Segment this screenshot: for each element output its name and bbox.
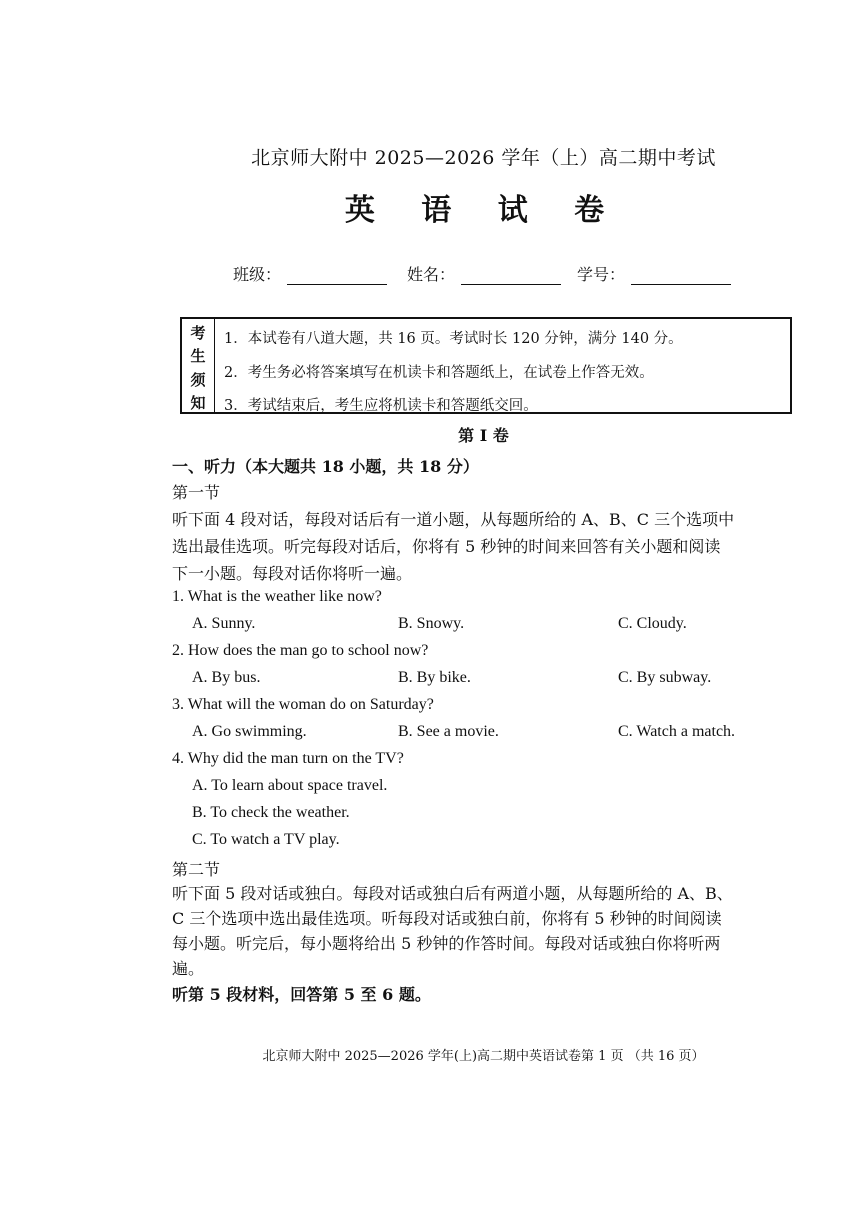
student-id-blank-line[interactable] — [631, 270, 731, 285]
material-note: 听第 5 段材料，回答第 5 至 6 题。 — [172, 985, 431, 1004]
exam-notice-box — [180, 317, 792, 414]
notice-item: 1．本试卷有八道大题，共 16 页。考试时长 120 分钟，满分 140 分。 — [224, 331, 683, 347]
section-label: 第一节 — [172, 483, 221, 502]
instruction-line: 选出最佳选项。听完每段对话后，你将有 5 秒钟的时间来回答有关小题和阅读 — [172, 537, 721, 556]
option-a[interactable]: A. Sunny. — [192, 615, 256, 632]
class-blank-line[interactable] — [287, 270, 387, 285]
option-b[interactable]: B. To check the weather. — [192, 804, 350, 821]
instruction-line: 遍。 — [172, 959, 205, 978]
option-c[interactable]: C. To watch a TV play. — [192, 831, 340, 848]
notice-heading-char: 须 — [190, 371, 206, 389]
class-field[interactable] — [233, 262, 387, 285]
option-c[interactable]: C. By subway. — [618, 669, 712, 686]
option-a[interactable]: A. By bus. — [192, 669, 261, 686]
instruction-line: 听下面 4 段对话，每段对话后有一道小题，从每题所给的 A、B、C 三个选项中 — [172, 510, 735, 529]
instruction-line: C 三个选项中选出最佳选项。听每段对话或独白前，你将有 5 秒钟的时间阅读 — [172, 909, 722, 928]
name-label: 姓名： — [407, 265, 456, 284]
part-title: 一、听力（本大题共 18 小题，共 18 分） — [172, 457, 479, 476]
notice-item: 3．考试结束后，考生应将机读卡和答题纸交回。 — [224, 398, 538, 414]
question-stem: 4. Why did the man turn on the TV? — [172, 750, 404, 767]
volume-title: 第 I 卷 — [458, 426, 509, 445]
option-a[interactable]: A. To learn about space travel. — [192, 777, 388, 794]
name-field[interactable] — [407, 262, 561, 285]
page-footer: 北京师大附中 2025—2026 学年(上)高二期中英语试卷第 1 页 （共 16 页） — [262, 1049, 705, 1064]
option-c[interactable]: C. Watch a match. — [618, 723, 736, 740]
paper-title: 英 语 试 卷 — [344, 193, 623, 228]
option-b[interactable]: B. By bike. — [398, 669, 471, 686]
notice-heading-char: 知 — [190, 394, 206, 412]
school-exam-title: 北京师大附中 2025—2026 学年（上）高二期中考试 — [251, 147, 716, 169]
option-b[interactable]: B. Snowy. — [398, 615, 465, 632]
notice-heading-char: 生 — [190, 347, 206, 365]
question-stem: 2. How does the man go to school now? — [172, 642, 429, 659]
name-blank-line[interactable] — [461, 270, 561, 285]
class-label: 班级： — [233, 265, 282, 284]
notice-heading — [182, 319, 215, 412]
student-id-field[interactable] — [577, 262, 731, 285]
instruction-line: 听下面 5 段对话或独白。每段对话或独白后有两道小题，从每题所给的 A、B、 — [172, 884, 733, 903]
option-a[interactable]: A. Go swimming. — [192, 723, 307, 740]
notice-item: 2．考生务必将答案填写在机读卡和答题纸上，在试卷上作答无效。 — [224, 365, 654, 381]
question-stem: 3. What will the woman do on Saturday? — [172, 696, 434, 713]
student-id-label: 学号： — [577, 265, 626, 284]
section-label: 第二节 — [172, 860, 221, 879]
question-stem: 1. What is the weather like now? — [172, 588, 382, 605]
option-b[interactable]: B. See a movie. — [398, 723, 499, 740]
instruction-line: 每小题。听完后，每小题将给出 5 秒钟的作答时间。每段对话或独白你将听两 — [172, 934, 721, 953]
instruction-line: 下一小题。每段对话你将听一遍。 — [172, 564, 413, 583]
notice-heading-char: 考 — [190, 324, 206, 342]
option-c[interactable]: C. Cloudy. — [618, 615, 687, 632]
